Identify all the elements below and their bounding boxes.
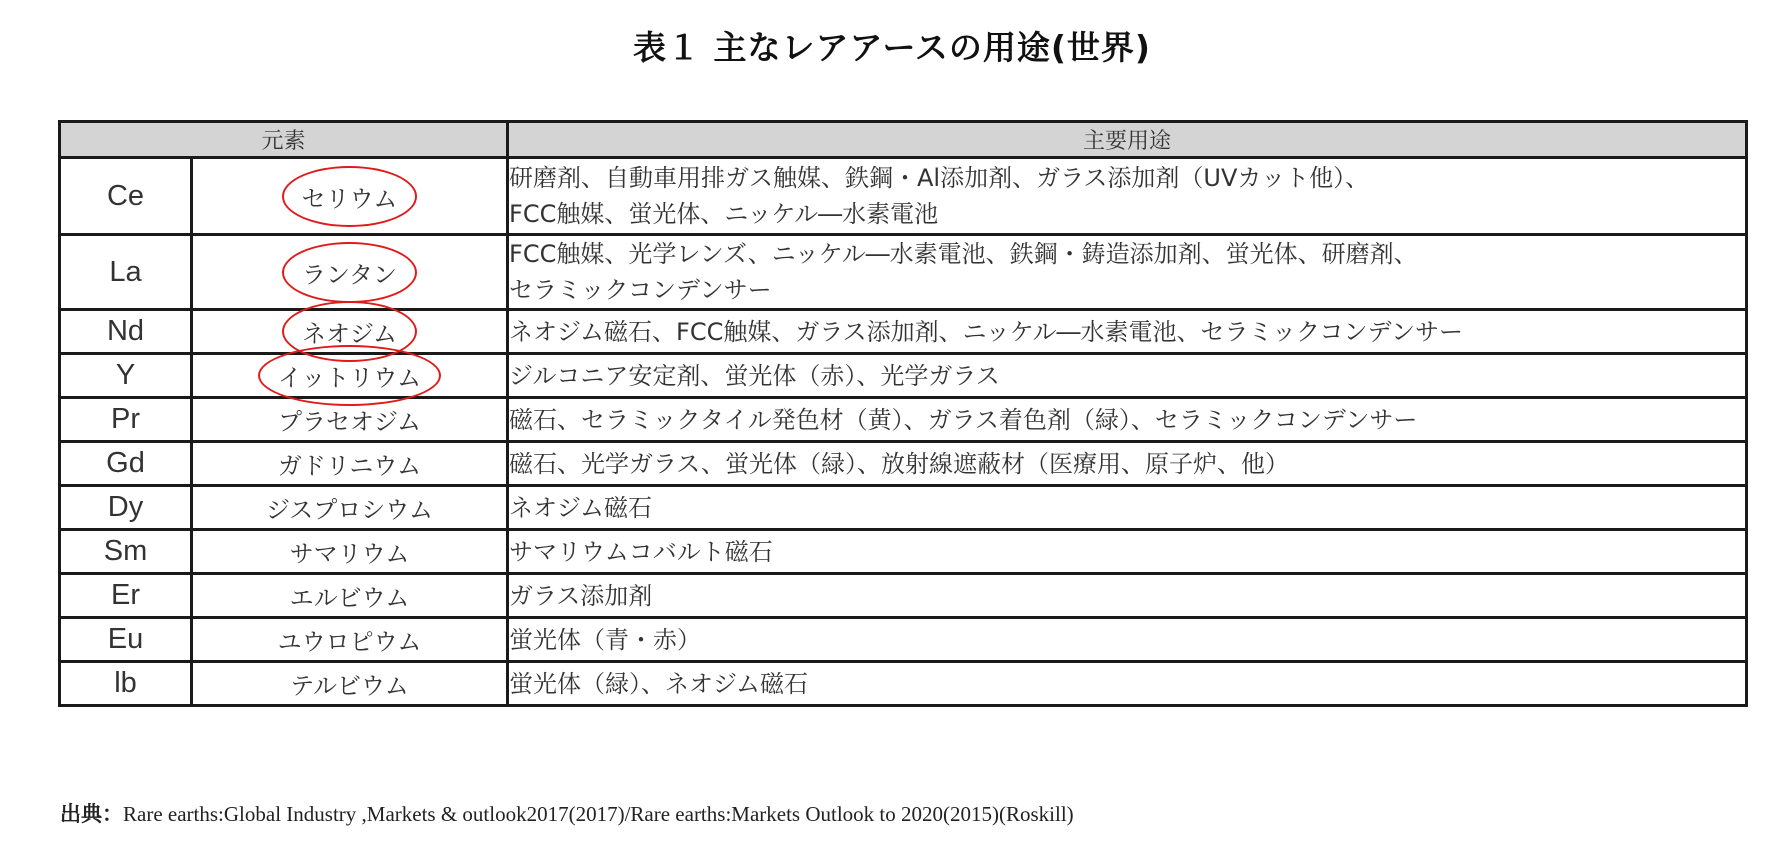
element-name-wrap: [288, 534, 412, 569]
element-name-wrap: [276, 358, 423, 393]
usage-line: 磁石、セラミックタイル発色材（黄）、ガラス着色剤（緑）、セラミックコンデンサー: [509, 405, 1418, 434]
element-symbol: Ce: [60, 158, 192, 235]
element-name-wrap: [300, 179, 400, 214]
element-name: ユウロピウム: [277, 628, 422, 656]
rare-earth-usage-table: [58, 120, 1748, 707]
element-name-wrap: [276, 622, 424, 657]
usage-cell: [508, 618, 1747, 662]
element-name-cell: [192, 398, 508, 442]
red-circle-highlight: [258, 345, 441, 406]
element-symbol: Gd: [60, 442, 192, 486]
element-name: ジスプロシウム: [265, 496, 434, 524]
element-name: セリウム: [301, 184, 398, 213]
element-name-cell: [192, 158, 508, 235]
usage-line: 蛍光体（緑）、ネオジム磁石: [509, 669, 809, 698]
usage-cell: [508, 235, 1747, 310]
element-symbol: La: [60, 235, 192, 310]
usage-line: セラミックコンデンサー: [509, 276, 772, 304]
element-symbol: Sm: [60, 530, 192, 574]
element-symbol: Pr: [60, 398, 192, 442]
usage-cell: [508, 530, 1747, 574]
usage-line: FCC触媒、光学レンズ、ニッケル―水素電池、鉄鋼・鋳造添加剤、蛍光体、研磨剤、: [509, 240, 1418, 268]
usage-line: 磁石、光学ガラス、蛍光体（緑）、放射線遮蔽材（医療用、原子炉、他）: [509, 449, 1290, 478]
table-row: [60, 486, 1747, 530]
element-name-wrap: [300, 314, 399, 349]
usage-line: 蛍光体（青・赤）: [509, 625, 702, 654]
table-row: [60, 235, 1747, 310]
usage-cell: [508, 662, 1747, 706]
element-name-cell: [192, 530, 508, 574]
element-name: エルビウム: [289, 584, 410, 612]
element-name-cell: [192, 442, 508, 486]
usage-cell: [508, 442, 1747, 486]
usage-cell: [508, 310, 1747, 354]
element-name-wrap: [300, 255, 399, 290]
header-element: 元素: [60, 122, 508, 158]
element-name: ガドリニウム: [277, 452, 422, 480]
element-symbol: Eu: [60, 618, 192, 662]
table-row: [60, 398, 1747, 442]
usage-cell: [508, 574, 1747, 618]
element-name-wrap: [288, 578, 412, 613]
source-note: [60, 798, 1074, 828]
element-name-wrap: [264, 490, 435, 525]
page-title: 表１ 主なレアアースの用途(世界): [632, 28, 1151, 67]
element-name-cell: [192, 354, 508, 398]
element-name: ネオジム: [301, 320, 398, 348]
element-name-wrap: [288, 666, 411, 701]
usage-cell: [508, 158, 1747, 235]
table-row: [60, 662, 1747, 706]
element-name: イットリウム: [277, 364, 422, 392]
element-name-cell: [192, 618, 508, 662]
table-row: [60, 574, 1747, 618]
usage-line: ネオジム磁石: [509, 493, 653, 522]
usage-line: FCC触媒、蛍光体、ニッケル―水素電池: [509, 200, 939, 228]
usage-cell: [508, 486, 1747, 530]
element-name-wrap: [276, 402, 423, 437]
element-symbol: Y: [60, 354, 192, 398]
element-name-cell: [192, 574, 508, 618]
table-row: [60, 354, 1747, 398]
table-header-row: [60, 122, 1747, 158]
element-name: サマリウム: [289, 540, 410, 568]
table-row: [60, 618, 1747, 662]
source-label: 出典：: [60, 802, 123, 826]
usage-cell: [508, 398, 1747, 442]
element-name-cell: [192, 235, 508, 310]
usage-line: ガラス添加剤: [509, 581, 653, 610]
element-symbol: Dy: [60, 486, 192, 530]
element-name: テルビウム: [290, 672, 409, 700]
table-row: [60, 530, 1747, 574]
element-name: プラセオジム: [277, 408, 422, 436]
element-symbol: lb: [60, 662, 192, 706]
red-circle-highlight: [282, 166, 418, 227]
element-name-cell: [192, 662, 508, 706]
source-text: Rare earths:Global Industry ,Markets & outlook2017(2017)/Rare earths:Markets Outlook to 2020(2015)(Roskill): [123, 802, 1074, 826]
header-usage: 主要用途: [508, 122, 1747, 158]
element-symbol: Nd: [60, 310, 192, 354]
usage-cell: [508, 354, 1747, 398]
red-circle-highlight: [282, 242, 417, 303]
table-row: [60, 442, 1747, 486]
table-row: [60, 158, 1747, 235]
table-body: [60, 158, 1747, 706]
element-symbol: Er: [60, 574, 192, 618]
usage-line: ネオジム磁石、FCC触媒、ガラス添加剤、ニッケル―水素電池、セラミックコンデンサー: [509, 317, 1464, 346]
element-name-wrap: [276, 446, 423, 481]
usage-line: サマリウムコバルト磁石: [509, 537, 773, 566]
element-name: ランタン: [301, 260, 398, 289]
usage-line: ジルコニア安定剤、蛍光体（赤）、光学ガラス: [509, 361, 1000, 390]
element-name-cell: [192, 486, 508, 530]
usage-line: 研磨剤、自動車用排ガス触媒、鉄鋼・Al添加剤、ガラス添加剤（UVカット他）、: [509, 164, 1370, 192]
